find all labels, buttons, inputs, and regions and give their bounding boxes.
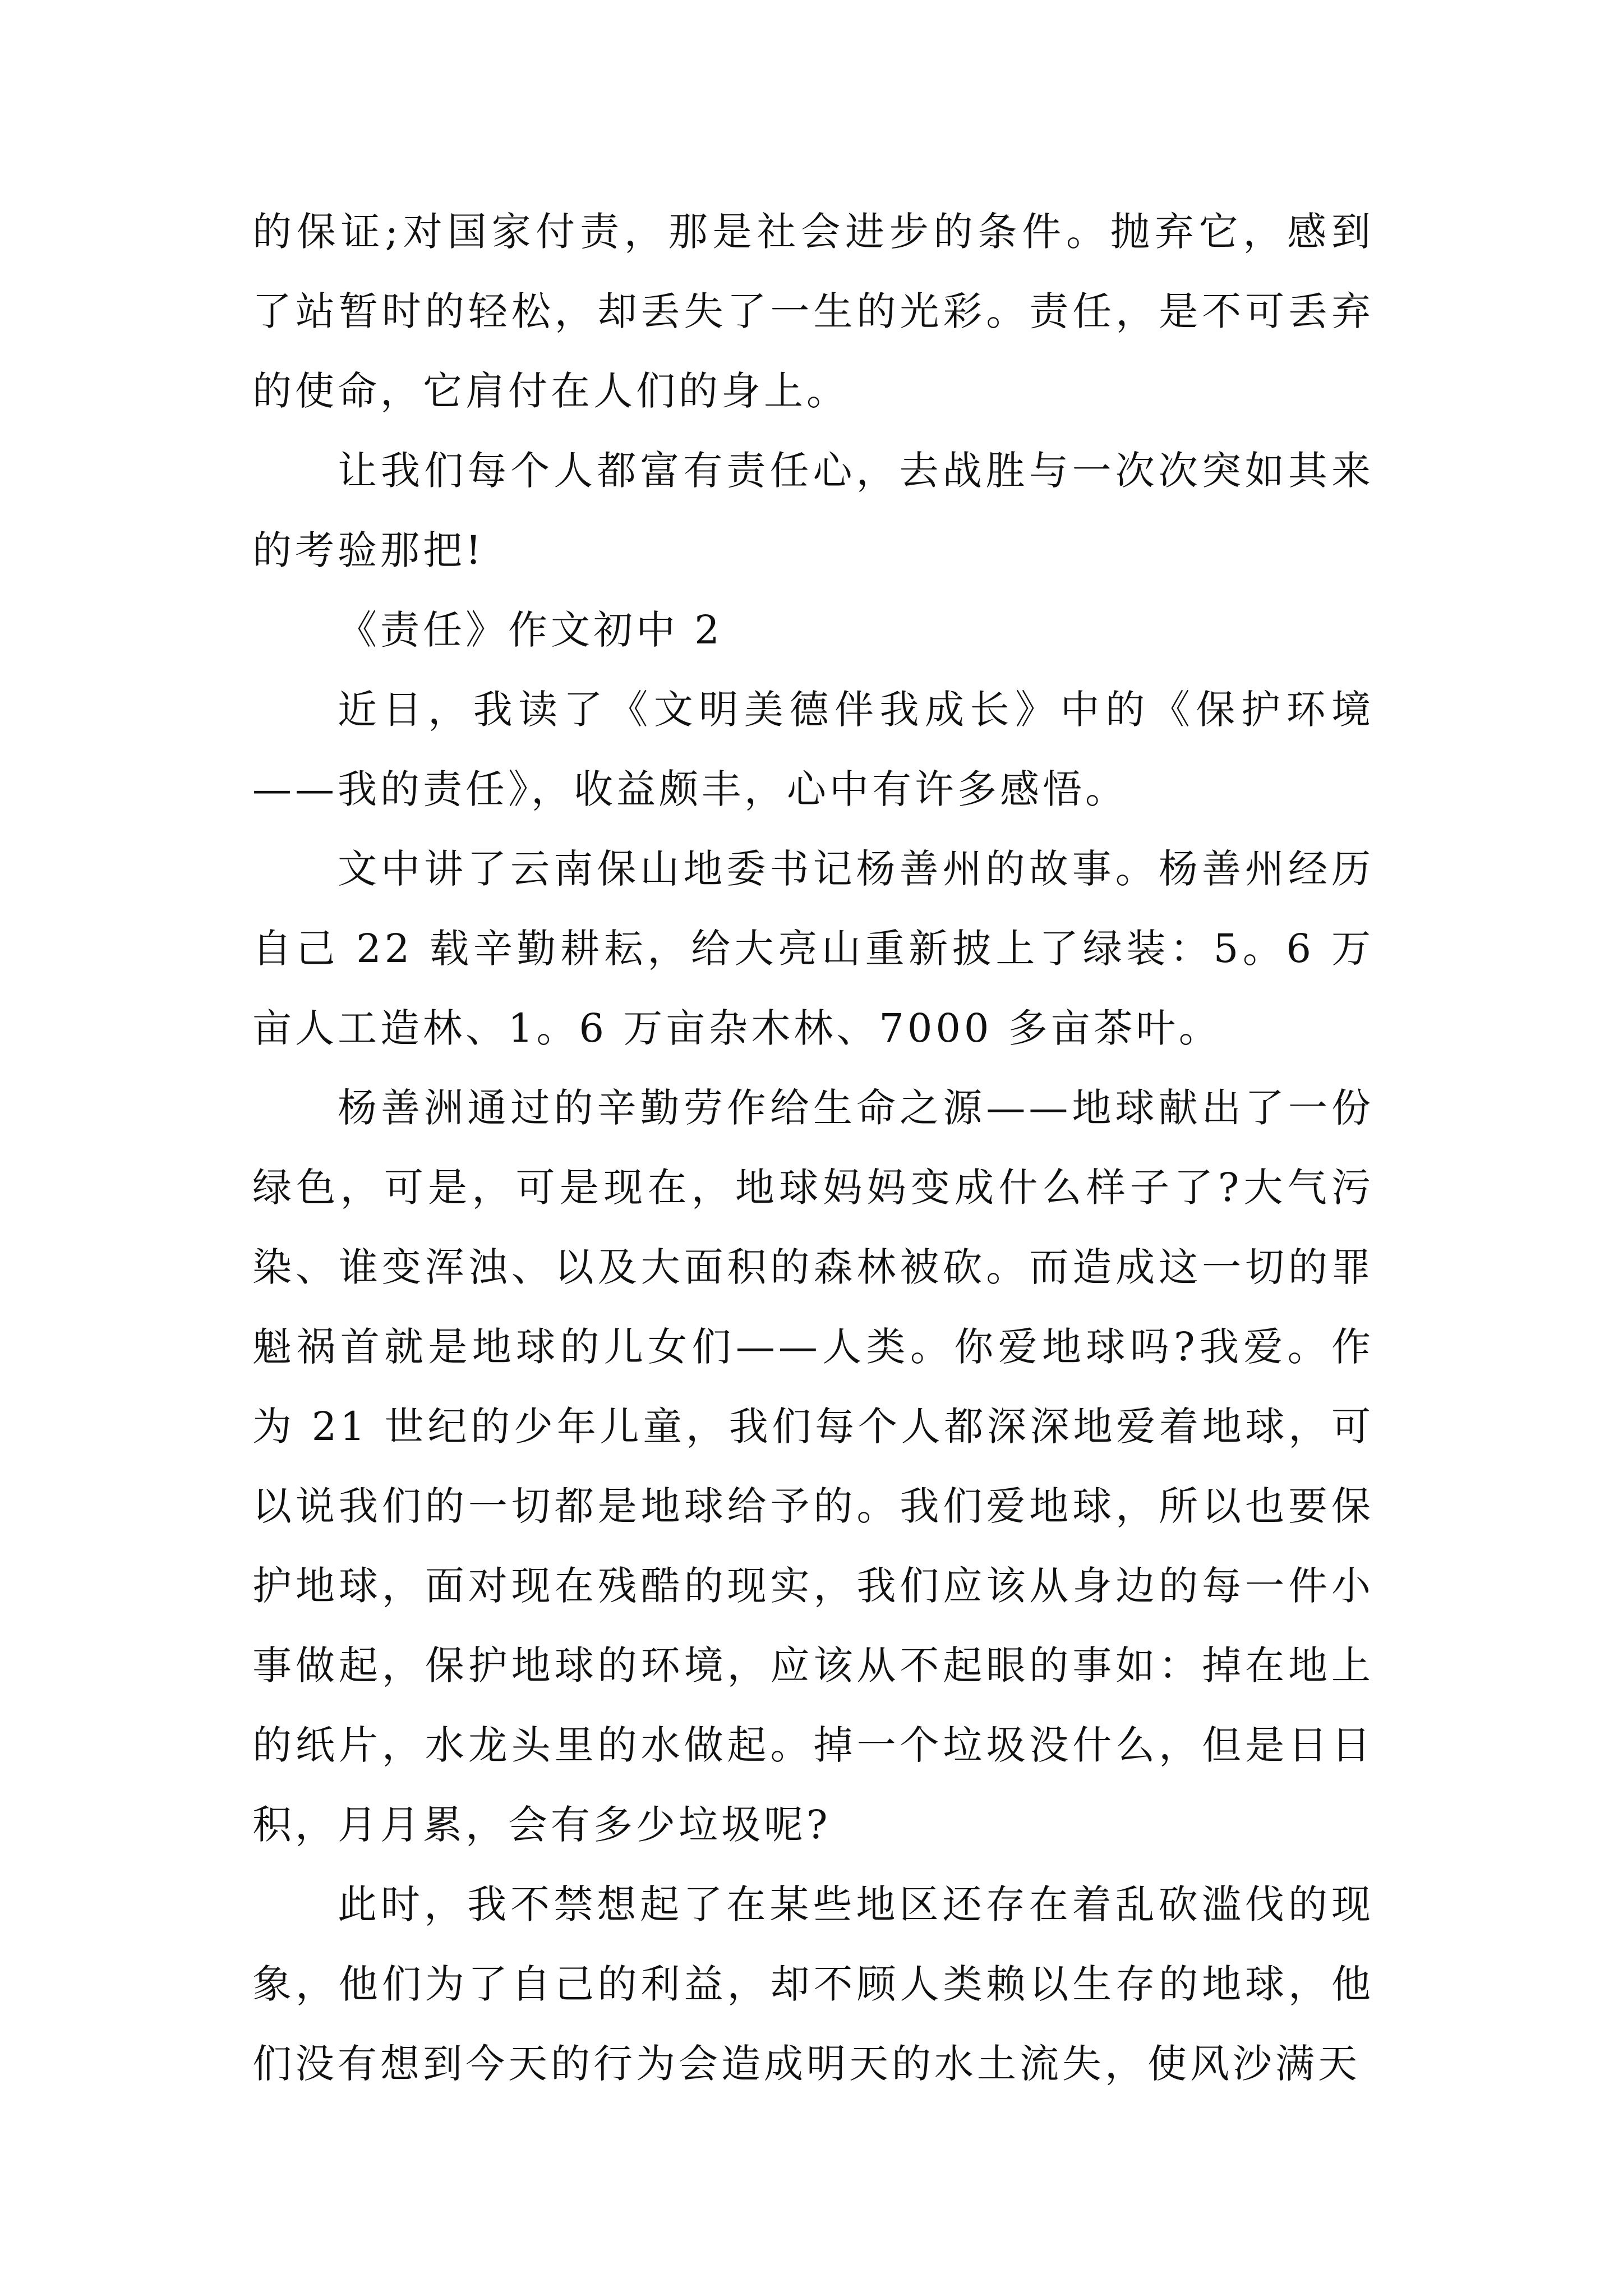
paragraph-story: 文中讲了云南保山地委书记杨善州的故事。杨善州经历自己 22 载辛勤耕耘，给大亮山重新披上了绿装：5。6 万亩人工造林、1。6 万亩杂木林、7000 多亩茶叶。: [252, 846, 1374, 1051]
document-body: [252, 192, 1374, 2104]
section-heading: 《责任》作文初中 2: [338, 607, 723, 653]
paragraph-call-to-action: 让我们每个人都富有责任心，去战胜与一次次突如其来的考验那把!: [252, 448, 1374, 573]
paragraph-continuation: 的保证;对国家付责，那是社会进步的条件。抛弃它，感到了站暂时的轻松，却丢失了一生的光彩。责任，是不可丢弃的使命，它肩付在人们的身上。: [252, 209, 1374, 414]
paragraph-earth: 杨善洲通过的辛勤劳作给生命之源——地球献出了一份绿色，可是，可是现在，地球妈妈变成什么样子了?大气污染、谁变浑浊、以及大面积的森林被砍。而造成这一切的罪魁祸首就是地球的儿女们——人类。你爱地球吗?我爱。作为 21 世纪的少年儿童，我们每个人都深深地爱着地球，可以说我们的一切都是地球给予的。我们爱地球，所以也要保护地球，面对现在残酷的现实，我们应该从身边的每一件小事做起，保护地球的环境，应该从不起眼的事如：掉在地上的纸片，水龙头里的水做起。掉一个垃圾没什么，但是日日积，月月累，会有多少垃圾呢?: [252, 1085, 1374, 1848]
paragraph-deforestation: 此时，我不禁想起了在某些地区还存在着乱砍滥伐的现象，他们为了自己的利益，却不顾人类赖以生存的地球，他们没有想到今天的行为会造成明天的水土流失，使风沙满天: [252, 1881, 1374, 2087]
paragraph-intro: 近日，我读了《文明美德伴我成长》中的《保护环境——我的责任》，收益颇丰，心中有许多感悟。: [252, 687, 1374, 812]
